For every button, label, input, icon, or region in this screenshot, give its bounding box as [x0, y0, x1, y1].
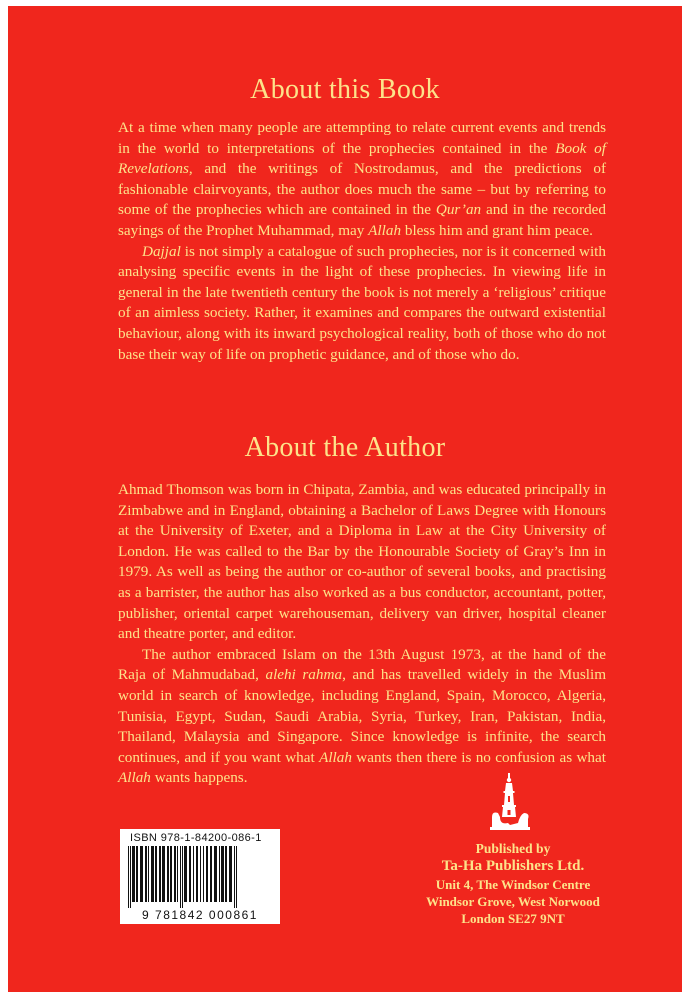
barcode-bars: [126, 846, 274, 908]
barcode-bar: [182, 846, 183, 908]
barcode-bar: [206, 846, 208, 902]
isbn-barcode: [120, 829, 280, 924]
barcode-bar: [159, 846, 161, 902]
about-author-paragraph-1: [118, 480, 606, 645]
barcode-bar: [167, 846, 169, 902]
text-run: wants then there is no confusion as what: [351, 748, 606, 766]
about-book-heading: About this Book: [250, 74, 440, 105]
text-run: wants happens.: [150, 769, 248, 787]
barcode-bar: [200, 846, 201, 902]
barcode-bar: [151, 846, 154, 902]
italic-run: Allah: [368, 221, 402, 239]
italic-run: Book of Revelations: [118, 139, 606, 178]
text-run: bless him and grant him peace.: [401, 221, 593, 239]
publisher-name: Ta-Ha Publishers Ltd.: [441, 858, 585, 874]
barcode-bar: [155, 846, 157, 902]
about-book-text: [118, 118, 606, 365]
barcode-bar: [189, 846, 191, 902]
barcode-bar: [229, 846, 232, 902]
barcode-bar: [174, 846, 176, 902]
barcode-bar: [210, 846, 212, 902]
barcode-bar: [177, 846, 178, 902]
barcode-bar: [234, 846, 235, 908]
barcode-bar: [170, 846, 172, 902]
barcode-bar: [136, 846, 138, 902]
barcode-bar: [162, 846, 165, 902]
published-by: Published by: [475, 841, 551, 856]
text-run: , and the writings of Nostrodamus, and the predictions of fashionable clairvoyants, the author does much the same – but by referring to some of the prophecies which are contained in the: [118, 160, 606, 219]
barcode-bar: [130, 846, 131, 908]
barcode-bar: [140, 846, 143, 902]
barcode-bar: [180, 846, 181, 908]
italic-run: alehi rahma: [265, 666, 343, 684]
barcode-bar: [196, 846, 198, 902]
text-run: and in the recorded sayings of the Prophet Muhammad, may: [118, 201, 606, 239]
barcode-bar: [145, 846, 147, 902]
italic-run: Qur’an: [435, 201, 482, 219]
barcode-bar: [128, 846, 129, 908]
barcode-bar: [236, 846, 237, 908]
italic-run: Allah: [118, 769, 151, 787]
text-run: The author embraced Islam on the 13th August 1973, at the hand of the Raja of Mahmudabad,: [118, 645, 606, 684]
publisher-address-2: Windsor Grove, West Norwood: [426, 894, 600, 909]
barcode-bar: [214, 846, 217, 902]
barcode-bar: [148, 846, 149, 902]
barcode-bar: [132, 846, 135, 902]
text-run: At a time when many people are attempting to relate current events and trends in the world to interpretations of the prophecies contained in the: [118, 119, 606, 157]
about-author-text: [118, 480, 606, 789]
publisher-address-3: London SE27 9NT: [461, 911, 565, 926]
isbn-label: ISBN 978-1-84200-086-1: [130, 832, 262, 844]
text-run: is not simply a catalogue of such prophecies, nor is it concerned with analysing specific events in the light of these prophecies. In viewing life in general in the late twentieth century the book is not merely a ‘religious’ critique of an aimless society. Rather, it examines and compares the outward existential behaviour, along with its inward psychological reality, both of those who do not base their way of life on prophetic guidance, and of those who do.: [118, 242, 606, 363]
about-book-paragraph-1: [118, 118, 606, 242]
barcode-bar: [221, 846, 224, 902]
publisher-address-1: Unit 4, The Windsor Centre: [435, 877, 591, 892]
italic-run: Allah: [319, 748, 352, 766]
about-book-paragraph-2: [118, 242, 606, 366]
publisher-info: [398, 840, 628, 927]
publisher-logo-icon: [488, 771, 532, 833]
text-run: Ahmad Thomson was born in Chipata, Zambia, and was educated principally in Zimbabwe and in England, obtaining a Bachelor of Laws Degree with Honours at the University of Exeter, and a Diploma in Law at the City University of London. He was called to the Bar by the Honourable Society of Gray’s Inn in 1979. As well as being the author or co-author of several books, and practising as a barrister, the author has also worked as a bus conductor, accountant, potter, publisher, oriental carpet warehouseman, delivery van driver, hospital cleaner and theatre porter, and editor.: [118, 481, 606, 643]
barcode-bar: [184, 846, 187, 902]
about-author-heading: About the Author: [244, 432, 446, 463]
barcode-digits: 9 781842 000861: [142, 908, 258, 922]
back-cover: [8, 6, 682, 992]
barcode-bar: [219, 846, 220, 902]
italic-run: Dajjal: [142, 242, 181, 260]
barcode-bar: [225, 846, 227, 902]
barcode-bar: [203, 846, 204, 902]
text-run: , and has travelled widely in the Muslim world in search of knowledge, including England, Spain, Morocco, Algeria, Tunisia, Egypt, Sudan, Saudi Arabia, Syria, Turkey, Iran, Pakistan, India, Thailand, Malaysia and Singapore. Since knowledge is infinite, the search continues, and if you want what: [118, 666, 607, 766]
barcode-bar: [193, 846, 194, 902]
about-author-paragraph-2: [118, 645, 606, 789]
